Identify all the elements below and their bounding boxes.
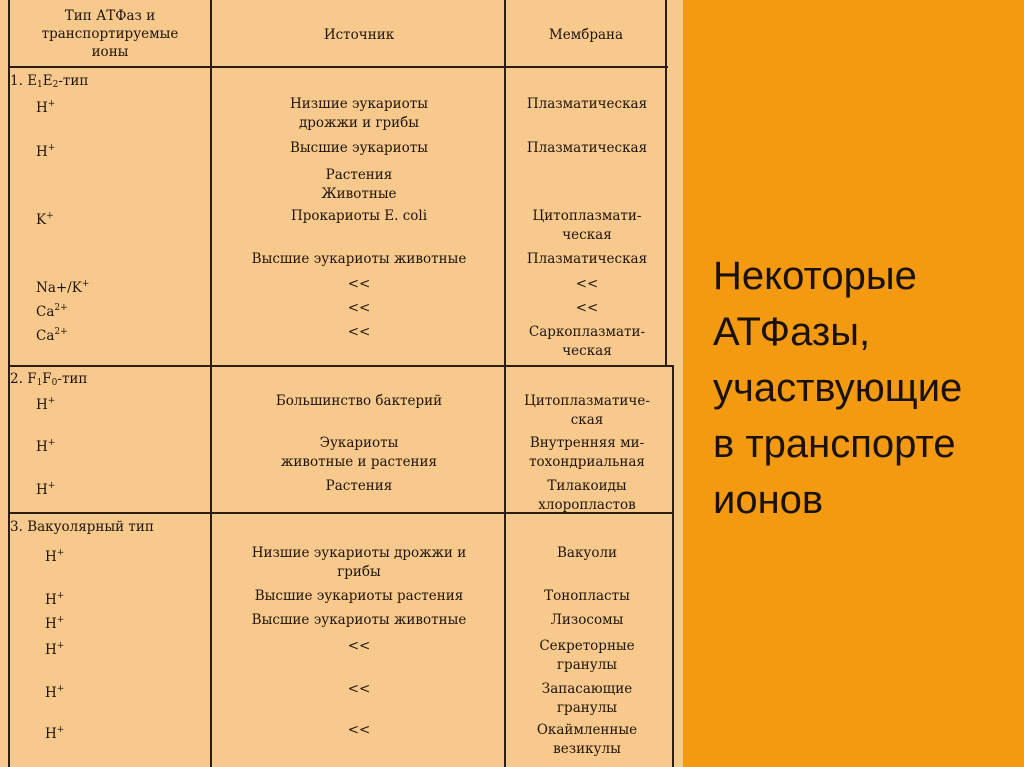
cell-ion: K+: [36, 211, 54, 228]
slide-title: Некоторые АТФазы, участвующие в транспорте ионов: [713, 254, 963, 522]
cell-membrane: Секреторные: [539, 638, 635, 654]
cell-membrane: тохондриальная: [529, 454, 645, 470]
cell-membrane: Плазматическая: [526, 251, 648, 267]
section-divider-1: [8, 365, 674, 367]
cell-ion: H+: [36, 99, 56, 116]
cell-membrane: гранулы: [556, 700, 618, 716]
cell-membrane: Тилакоиды: [547, 478, 627, 494]
cell-source: грибы: [337, 564, 381, 580]
cell-source: Растения: [325, 478, 393, 494]
cell-source: <<: [347, 276, 371, 292]
cell-ion: H+: [36, 143, 56, 160]
cell-source: животные и растения: [280, 454, 438, 470]
cell-ion: H+: [45, 725, 65, 742]
section-2-title: 2. $F_1F_0$-тип: [10, 371, 88, 388]
cell-source: Большинство бактерий: [275, 393, 443, 409]
side-panel: [683, 0, 1024, 767]
cell-source: Высшие эукариоты животные: [251, 612, 467, 628]
cell-membrane: Тонопласты: [544, 588, 630, 604]
cell-membrane: Лизосомы: [550, 612, 624, 628]
cell-source: дрожжи и грибы: [298, 115, 420, 131]
header-membrane: Мембрана: [548, 27, 624, 43]
cell-source: <<: [347, 324, 371, 340]
cell-source: <<: [347, 638, 371, 654]
cell-membrane: ческая: [562, 343, 612, 359]
cell-source: <<: [347, 722, 371, 738]
cell-membrane: везикулы: [553, 741, 621, 757]
cell-ion: H+: [36, 438, 56, 455]
section-1-title: 1. $E_1E_2$-тип: [10, 73, 89, 90]
header-source: Источник: [323, 27, 395, 43]
cell-membrane: Цитоплазматиче-: [524, 393, 650, 409]
cell-membrane: гранулы: [556, 657, 618, 673]
cell-source: Низшие эукариоты: [290, 96, 428, 112]
cell-source: Эукариоты: [319, 435, 399, 451]
header-type-line-3: ионы: [91, 44, 129, 60]
header-divider: [8, 66, 668, 68]
cell-membrane: <<: [575, 300, 599, 316]
cell-source: Высшие эукариоты животные: [251, 251, 467, 267]
cell-membrane: Цитоплазмати-: [532, 208, 642, 224]
cell-membrane: ческая: [562, 227, 612, 243]
cell-ion: $Ca^{2+}$: [36, 327, 68, 344]
cell-membrane: Плазматическая: [526, 140, 648, 156]
cell-membrane: Саркоплазмати-: [528, 324, 646, 340]
cell-source: Растения: [325, 167, 393, 183]
cell-source: <<: [347, 300, 371, 316]
cell-ion: H+: [45, 548, 65, 565]
cell-ion: H+: [45, 615, 65, 632]
section-3-title: 3. Вакуолярный тип: [10, 519, 154, 535]
cell-source: Прокариоты E. coli: [290, 208, 428, 224]
cell-source: <<: [347, 681, 371, 697]
cell-ion: H+: [36, 481, 56, 498]
cell-membrane: ская: [570, 412, 604, 428]
cell-ion: $Ca^{2+}$: [36, 303, 68, 320]
cell-ion: H+: [45, 684, 65, 701]
cell-membrane: хлоропластов: [538, 497, 636, 513]
cell-ion: H+: [36, 396, 56, 413]
border-right-lower: [672, 365, 674, 767]
cell-membrane: Плазматическая: [526, 96, 648, 112]
cell-membrane: Внутренняя ми-: [529, 435, 645, 451]
cell-membrane: <<: [575, 276, 599, 292]
cell-ion: H+: [45, 591, 65, 608]
cell-source: Высшие эукариоты растения: [254, 588, 464, 604]
cell-membrane: Окаймленные: [536, 722, 638, 738]
cell-ion: Na+/K+: [36, 279, 90, 296]
cell-source: Животные: [321, 186, 397, 202]
header-type-line-1: Тип АТФаз и: [64, 8, 156, 24]
cell-ion: H+: [45, 641, 65, 658]
cell-membrane: Вакуоли: [556, 545, 618, 561]
cell-source: Высшие эукариоты: [289, 140, 429, 156]
cell-membrane: Запасающие: [541, 681, 633, 697]
cell-source: Низшие эукариоты дрожжи и: [251, 545, 467, 561]
header-type-line-2: транспортируемые: [41, 26, 179, 42]
